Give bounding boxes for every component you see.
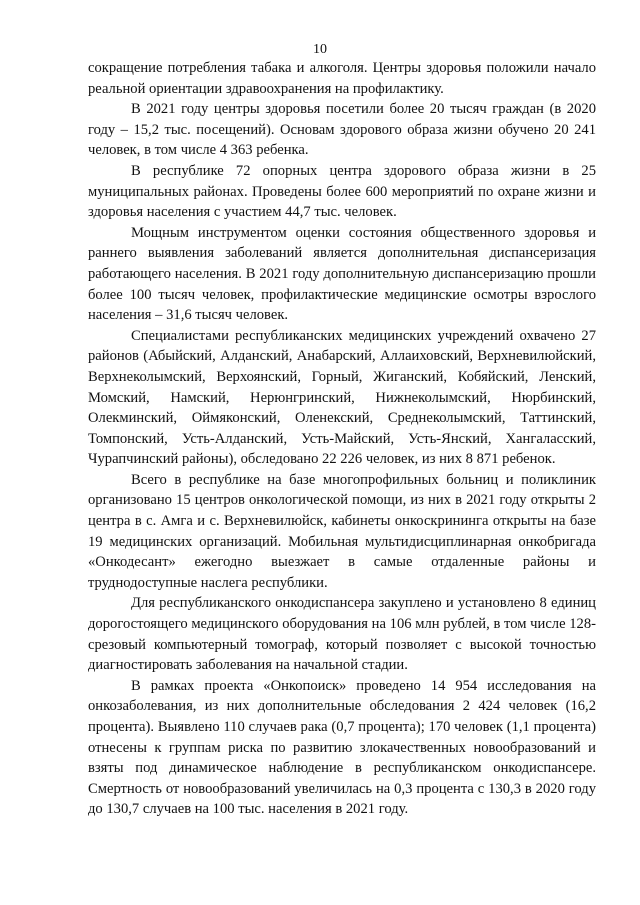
paragraph-continuation: сокращение потребления табака и алкоголя. Центры здоровья положили начало реальной ориентации здравоохранения на профилактику. — [88, 60, 596, 97]
paragraph-dispensarization: Мощным инструментом оценки состояния общественного здоровья и раннего выявления заболеваний является дополнительная диспансеризация работающего населения. В 2021 году дополнительную диспансеризацию прошли более 100 тысяч человек, профилактические медицинские осмотры взрослого населения – 31,6 тысяч человек. — [88, 224, 596, 324]
paragraph-oncology-centers: Всего в республике на базе многопрофильных больниц и поликлиник организовано 15 центров онкологической помощи, из них в 2021 году открыты 2 центра в с. Амга и с. Верхневилюйск, кабинеты онкоскрининга открыты на базе 19 медицинских организаций. Мобильная мультидисциплинарная онкобригада «Онкодесант» ежегодно выезжает в самые отдаленные районы и труднодоступные наслега республики. — [88, 471, 596, 591]
paragraph-support-centers: В республике 72 опорных центра здорового образа жизни в 25 муниципальных районах. Проведены более 600 мероприятий по охране жизни и здоровья населения с участием 44,7 тыс. человек. — [88, 162, 596, 221]
paragraph-equipment: Для республиканского онкодиспансера закуплено и установлено 8 единиц дорогостоящего медицинского оборудования на 106 млн рублей, в том числе 128-срезовый компьютерный томограф, который позволяет с высокой точностью диагностировать заболевания на начальной стадии. — [88, 595, 596, 674]
page-number: 10 — [313, 42, 327, 57]
paragraph-health-centers: В 2021 году центры здоровья посетили более 20 тысяч граждан (в 2020 году – 15,2 тыс. посещений). Основам здорового образа жизни обучено 20 241 человек, в том числе 4 363 ребенка. — [88, 101, 596, 159]
paragraph-districts-coverage: Специалистами республиканских медицинских учреждений охвачено 27 районов (Абыйский, Алданский, Анабарский, Аллаиховский, Верхневилюйский, Верхнеколымский, Верхоянский, Горный, Жиганский, Кобяйский, Ленский, Момский, Намский, Нерюнгринский, Нижнеколымский, Нюрбинский, Олекминский, Оймяконский, Оленекский, Среднеколымский, Таттинский, Томпонский, Усть-Алданский, Усть-Майский, Усть-Янский, Хангаласский, Чурапчинский районы), обследовано 22 226 человек, из них 8 871 ребенок. — [88, 327, 596, 468]
paragraph-onkopoisk: В рамках проекта «Онкопоиск» проведено 14 954 исследования на онкозаболевания, из них дополнительные обследования 2 424 человек (16,2 процента). Выявлено 110 случаев рака (0,7 процента); 170 человек (1,1 процента) отнесены к группам риска по развитию злокачественных новообразований и взяты под динамическое наблюдение в республиканском онкодиспансере. Смертность от новообразований увеличилась на 0,3 процента с 130,3 в 2020 году до 130,7 случаев на 100 тыс. населения в 2021 году. — [88, 677, 596, 818]
body-text — [88, 58, 596, 820]
